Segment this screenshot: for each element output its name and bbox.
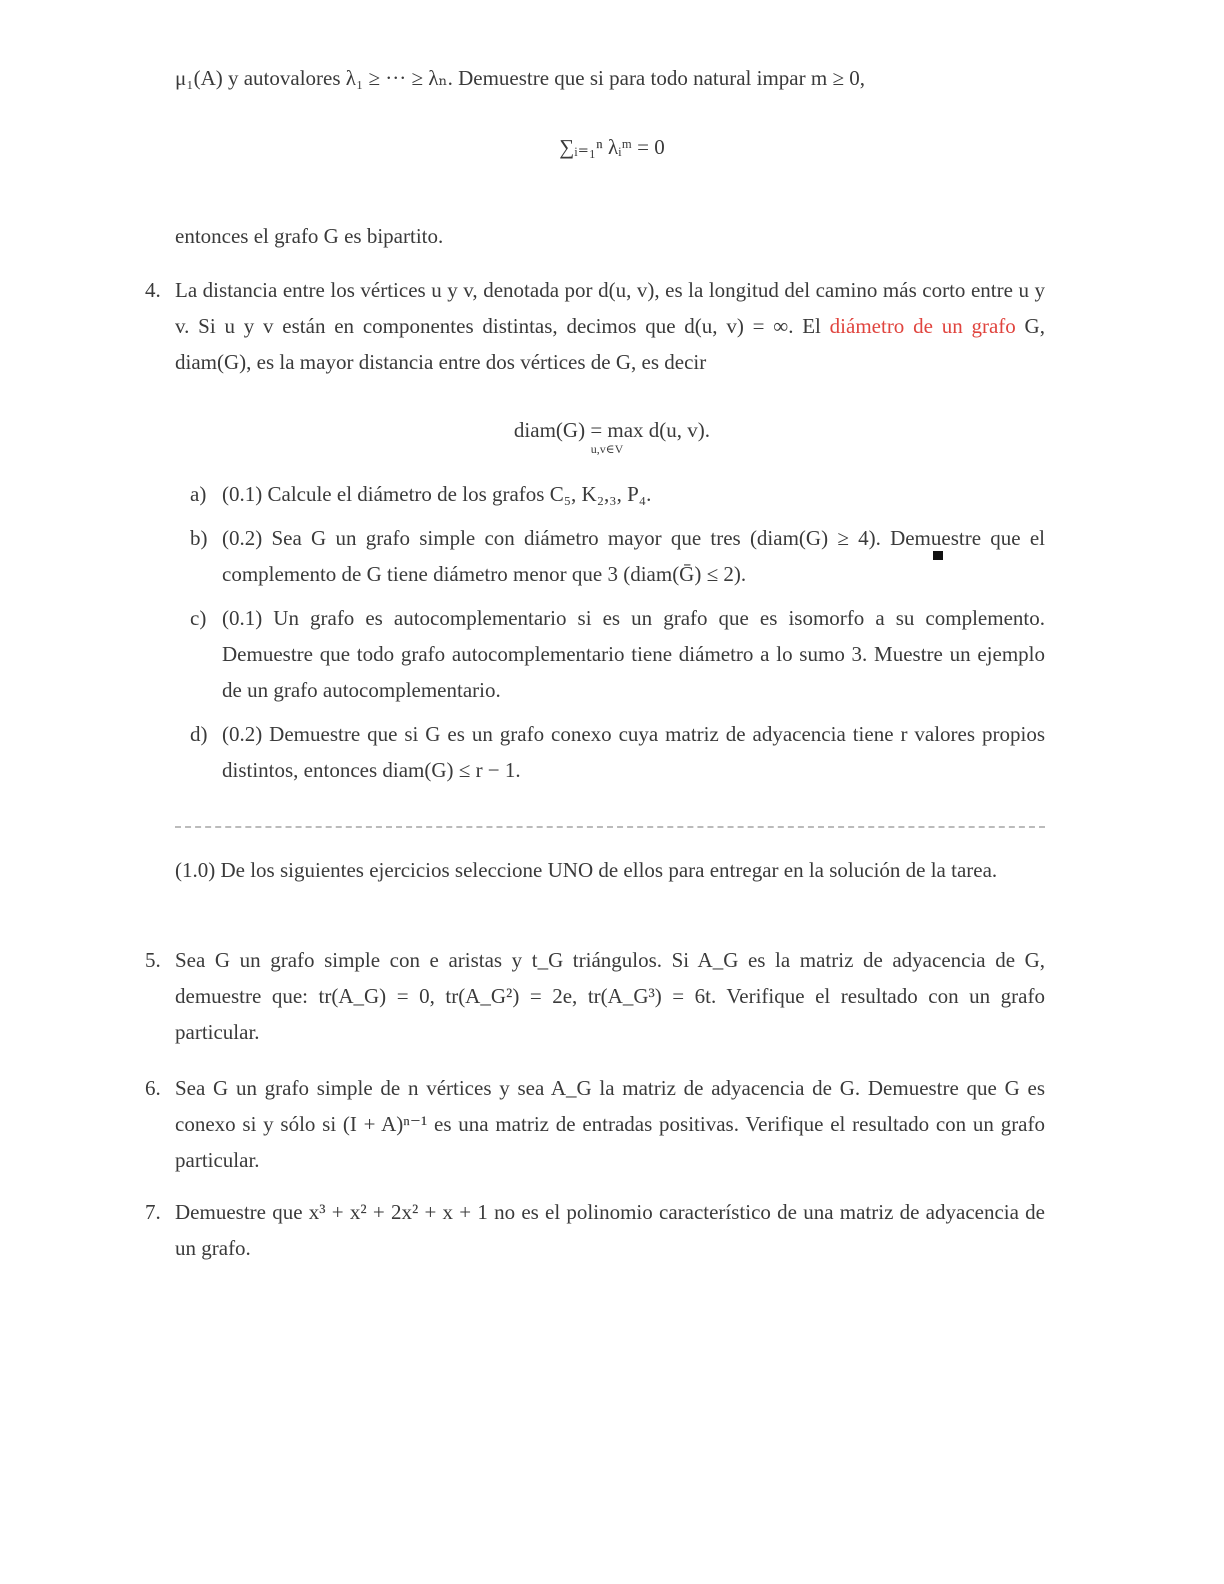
exercise-number: 4. bbox=[145, 278, 161, 302]
part-label: c) bbox=[190, 606, 207, 630]
exercise-7: Demuestre que x³ + x² + 2x² + x + 1 no es el polinomio característico de una matriz de adyacencia de un grafo. bbox=[175, 1200, 1045, 1260]
part-label: b) bbox=[190, 526, 208, 550]
part-b: (0.2) Sea G un grafo simple con diámetro mayor que tres (diam(G) ≥ 4). Demuestre que el complemento de G tiene diámetro menor que 3 (diam(Ḡ) ≤ 2). bbox=[222, 526, 1045, 586]
exercise-number: 5. bbox=[145, 948, 161, 972]
exercise-6: Sea G un grafo simple de n vértices y sea A_G la matriz de adyacencia de G. Demuestre que G es conexo si y sólo si (I + A)ⁿ⁻¹ es una matriz de entradas positivas. Verifique el resultado con un grafo particular. bbox=[175, 1076, 1045, 1172]
formula-subscript: u,v∈V bbox=[590, 442, 624, 456]
part-a: (0.1) Calcule el diámetro de los grafos C₅, K₂,₃, P₄. bbox=[222, 482, 652, 506]
exercise-number: 7. bbox=[145, 1200, 161, 1224]
part-d: (0.2) Demuestre que si G es un grafo conexo cuya matriz de adyacencia tiene r valores propios distintos, entonces diam(G) ≤ r − 1. bbox=[222, 722, 1045, 782]
exercise-4-text bbox=[175, 272, 1045, 380]
sum-formula: ∑ᵢ₌₁ⁿ λᵢᵐ = 0 bbox=[559, 135, 665, 159]
selection-note: (1.0) De los siguientes ejercicios seleccione UNO de ellos para entregar en la solución de la tarea. bbox=[175, 858, 998, 882]
intro-conclusion: entonces el grafo G es bipartito. bbox=[175, 224, 444, 248]
exercise-5: Sea G un grafo simple con e aristas y t_G triángulos. Si A_G es la matriz de adyacencia de G, demuestre que: tr(A_G) = 0, tr(A_G²) = 2e, tr(A_G³) = 6t. Verifique el resultado con un grafo particular. bbox=[175, 948, 1045, 1044]
text: G, diam(G), es la mayor distancia entre dos vértices de G, es decir bbox=[175, 314, 1045, 374]
intro-line: μ₁(A) y autovalores λ₁ ≥ ··· ≥ λₙ. Demuestre que si para todo natural impar m ≥ 0, bbox=[175, 66, 865, 90]
part-c: (0.1) Un grafo es autocomplementario si es un grafo que es isomorfo a su complemento. Demuestre que todo grafo autocomplementario tiene diámetro a lo sumo 3. Muestre un ejemplo de un grafo autocomplementario. bbox=[222, 606, 1045, 702]
part-label: d) bbox=[190, 722, 208, 746]
diameter-definition-highlight: diámetro de un grafo bbox=[829, 314, 1016, 338]
text: La distancia entre los vértices u y v, denotada por d(u, v), es la longitud del camino más corto entre u y v. Si u y v están en componentes distintas, decimos que d(u, v) = ∞. El bbox=[175, 278, 1045, 338]
section-divider bbox=[175, 826, 1045, 828]
exercise-number: 6. bbox=[145, 1076, 161, 1100]
part-label: a) bbox=[190, 482, 207, 506]
text-cursor-marker bbox=[933, 551, 943, 560]
formula: diam(G) = max d(u, v). bbox=[513, 418, 711, 442]
diameter-formula bbox=[0, 418, 1224, 455]
